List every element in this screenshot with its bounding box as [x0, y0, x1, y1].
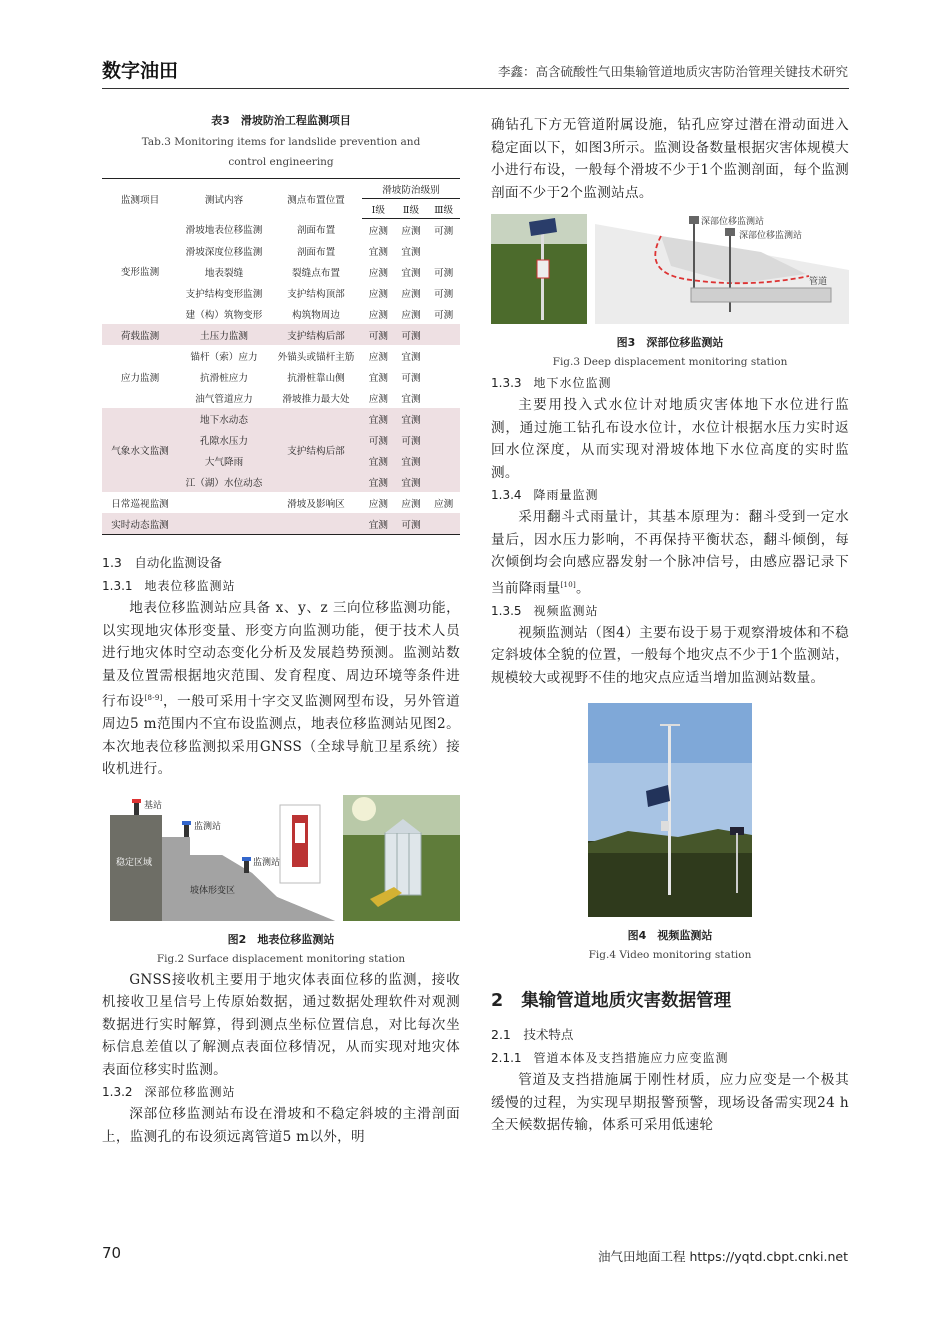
fig3-caption-en: Fig.3 Deep displacement monitoring station [552, 356, 788, 368]
table-cell: 宜测 [401, 351, 421, 363]
figure-2-graphic [102, 795, 460, 921]
table-caption-cn: 表3 滑坡防治工程监测项目 [211, 114, 351, 127]
table-cell: 应力监测 [120, 372, 160, 384]
table-cell [427, 513, 460, 535]
figure-3-graphic [491, 214, 849, 324]
table-cell [178, 513, 270, 535]
section-heading-2 [491, 985, 849, 1017]
col-header-level: 滑坡防治级别 [362, 179, 460, 199]
station1-pole [184, 823, 189, 837]
table-cell [427, 471, 460, 492]
table-cell: 支护结构变形监测 [185, 288, 263, 300]
table-cell: 宜测 [368, 246, 388, 258]
figure-2 [102, 795, 460, 921]
table-cell: 宜测 [401, 393, 421, 405]
table-cell: 支护结构后部 [270, 408, 362, 492]
table-cell: 油气管道应力 [195, 393, 253, 405]
table-cell: 应测 [401, 288, 421, 300]
label-station-a: 深部位移监测站 [701, 217, 765, 227]
footer-journal [598, 1247, 848, 1265]
station2-pole [244, 859, 249, 873]
photo-box [537, 260, 549, 278]
footer-url[interactable]: https://yqtd.cbpt.cnki.net [689, 1249, 848, 1264]
fig2-caption-en: Fig.2 Surface displacement monitoring station [156, 952, 406, 965]
paragraph-text: 采用翻斗式雨量计，其基本原理为：翻斗受到一定水量后，因水压力影响，不再保持平衡状态，翻斗倾倒，每次倾倒均会向感应器发射一个脉冲信号，由感应器记录下当前降雨量 [491, 509, 849, 597]
table-cell: 日常巡视监测 [111, 498, 169, 510]
article-running-title: 李鑫：高含硫酸性气田集输管道地质灾害防治管理关键技术研究 [497, 64, 848, 79]
section-heading-2-1 [491, 1023, 849, 1047]
table-cell: 可测 [362, 429, 395, 450]
table-cell: 可测 [434, 267, 454, 279]
base-station-head [132, 799, 141, 803]
section-number: 1.3 [102, 555, 122, 570]
table-cell: 荷载监测 [102, 324, 178, 345]
table-cell: 宜测 [362, 408, 395, 429]
fig4-caption-cn: 图4 视频监测站 [627, 929, 713, 943]
table-cell: 孔隙水压力 [178, 429, 270, 450]
table-cell: 宜测 [362, 513, 395, 535]
table-cell: 气象水文监测 [102, 408, 178, 492]
table-cell: 建（构）筑物变形 [185, 309, 263, 321]
section-heading-1-3-1 [102, 575, 460, 597]
col-header-level1: Ⅰ级 [362, 199, 395, 219]
table-cell [427, 345, 460, 366]
table-cell: 抗滑桩靠山侧 [287, 372, 345, 384]
table-cell: 可测 [434, 309, 454, 321]
photo-pole [668, 725, 671, 895]
table-caption-en-line1: Tab.3 Monitoring items for landslide prevention and [141, 136, 421, 148]
table-cell: 宜测 [362, 450, 395, 471]
label-station-2: 监测站 [253, 857, 281, 868]
figure-4-graphic [588, 703, 752, 917]
table-cell: 滑坡地表位移监测 [185, 225, 263, 237]
section-title: 地表位移监测站 [144, 579, 236, 593]
header-rule [102, 88, 849, 89]
table-cell: 可测 [362, 324, 395, 345]
table-cell [427, 450, 460, 471]
section-number: 1.3.1 [102, 579, 133, 593]
paragraph-rainfall [491, 506, 849, 600]
table-cell: 外锚头或锚杆主筋 [277, 351, 355, 363]
photo-camera [661, 821, 669, 831]
table-cell: 抗滑桩应力 [200, 372, 248, 384]
table-row [102, 408, 460, 429]
table-cell: 宜测 [395, 408, 428, 429]
section-title: 管道本体及支挡措施应力应变监测 [533, 1051, 729, 1066]
section-number: 2.1 [491, 1027, 511, 1043]
col-header-position: 测点布置位置 [270, 179, 362, 219]
paragraph-text: ，一般可采用十字交叉监测网型布设，另外管道周边5 m范围内不宜布设监测点，地表位移监测站见图2。本次地表位移监测拟采用GNSS（全球导航卫星系统）接收机进行。 [102, 693, 460, 778]
table-row [102, 324, 460, 345]
table-cell [427, 240, 460, 261]
table-cell: 可测 [434, 288, 454, 300]
section-heading-1-3-5 [491, 600, 849, 622]
table-cell: 可测 [395, 429, 428, 450]
section-title: 深部位移监测站 [144, 1085, 236, 1100]
photo-sun [352, 797, 376, 821]
table-caption-en-line2: control engineering [228, 156, 334, 168]
paragraph-groundwater: 主要用投入式水位计对地质灾害体地下水位进行监测，通过施工钻孔布设水位计，水位计根据水压力实时返回水位深度，从而实现对滑坡体地下水位高度的实时监测。 [491, 397, 849, 481]
table-cell: 宜测 [401, 246, 421, 258]
right-column [491, 112, 849, 1137]
section-title: 地下水位监测 [533, 376, 612, 390]
section-title: 视频监测站 [533, 603, 599, 618]
table-cell: 江（湖）水位动态 [178, 471, 270, 492]
label-station-1: 监测站 [194, 821, 222, 832]
table-cell: 应测 [401, 309, 421, 321]
col-header-level3: Ⅲ级 [427, 199, 460, 219]
footer-journal-name: 油气田地面工程 [597, 1249, 686, 1264]
section-number: 1.3.3 [491, 376, 522, 390]
col-header-level2: Ⅱ级 [395, 199, 428, 219]
section-title: 集输管道地质灾害数据管理 [521, 991, 732, 1012]
table-cell: 宜测 [401, 267, 421, 279]
figure-3 [491, 214, 849, 324]
section-heading-1-3-2 [102, 1081, 460, 1103]
paragraph-gnss: GNSS接收机主要用于地灾体表面位移的监测，接收机接收卫星信号上传原始数据，通过数据处理软件对观测数据进行实时解算，得到测点坐标位置信息，对比每次坐标信息差值以了解测点表面位移情况，从而实现对地灾体表面位移实时监测。 [102, 971, 460, 1078]
table-cell [270, 513, 362, 535]
section-heading-2-1-1 [491, 1047, 849, 1069]
station-b [725, 228, 735, 236]
table-cell: 应测 [368, 309, 388, 321]
table-cell: 地下水动态 [178, 408, 270, 429]
table-cell: 土压力监测 [178, 324, 270, 345]
section-number: 1.3.2 [102, 1085, 133, 1100]
table-cell [427, 408, 460, 429]
table-cell [427, 366, 460, 387]
section-number: 1.3.4 [491, 488, 522, 502]
table-row [102, 219, 460, 241]
col-header-content: 测试内容 [178, 179, 270, 219]
table-cell: 裂缝点布置 [292, 267, 340, 279]
page-number: 70 [102, 1244, 122, 1262]
section-number: 2 [491, 991, 504, 1012]
table-cell: 应测 [434, 498, 454, 510]
station2-head [242, 857, 251, 861]
table-cell: 应测 [368, 267, 388, 279]
paragraph-stress-strain: 管道及支挡措施属于刚性材质，应力应变是一个极其缓慢的过程，为实现早期报警预警，现场设备需实现24 h全天候数据传输，体系可采用低速轮 [491, 1072, 849, 1134]
table-cell: 应测 [368, 288, 388, 300]
table-cell: 应测 [401, 225, 421, 237]
table-cell: 构筑物周边 [292, 309, 340, 321]
table-cell: 实时动态监测 [102, 513, 178, 535]
col-header-item: 监测项目 [102, 179, 178, 219]
figure-4 [588, 703, 752, 917]
device-panel [295, 823, 305, 843]
monitoring-items-table [102, 178, 460, 535]
section-heading-1-3-3 [491, 372, 849, 394]
citation: [8-9] [144, 694, 163, 702]
photo-enclosure [385, 833, 421, 895]
citation: [10] [560, 580, 577, 589]
table-cell: 宜测 [362, 471, 395, 492]
table-cell [427, 387, 460, 408]
section-number: 1.3.5 [491, 603, 522, 618]
table-cell: 应测 [368, 498, 388, 510]
fig3-caption-cn: 图3 深部位移监测站 [616, 336, 724, 349]
base-station-pole [134, 801, 139, 815]
label-deform: 坡体形变区 [190, 885, 236, 896]
table-row [102, 345, 460, 366]
paragraph-surface-monitoring [102, 597, 460, 781]
table-cell [427, 324, 460, 345]
table-cell: 支护结构顶部 [287, 288, 345, 300]
table-cell: 剖面布置 [296, 246, 336, 258]
section-title: 技术特点 [523, 1027, 574, 1043]
table-cell: 宜测 [395, 450, 428, 471]
table-cell: 地表裂缝 [204, 267, 244, 279]
paragraph-video: 视频监测站（图4）主要布设于易于观察滑坡体和不稳定斜坡体全貌的位置，一般每个地灾点不少于1个监测站，规模较大或视野不佳的地灾点应适当增加监测站数量。 [491, 624, 849, 686]
stable-zone [110, 815, 162, 921]
table-row [102, 513, 460, 535]
table-cell: 可测 [434, 225, 454, 237]
table-cell: 应测 [368, 393, 388, 405]
table-cell: 滑坡及影响区 [287, 498, 345, 510]
table-cell: 应测 [368, 351, 388, 363]
section-title: 自动化监测设备 [134, 555, 222, 570]
table-cell [178, 492, 270, 513]
table-cell: 滑坡推力最大处 [282, 393, 350, 405]
section-title: 降雨量监测 [533, 488, 599, 502]
journal-name: 数字油田 [102, 60, 179, 82]
section-heading-1-3 [102, 551, 460, 575]
fig2-caption-cn: 图2 地表位移监测站 [227, 932, 335, 946]
table-cell: 变形监测 [120, 267, 160, 279]
table-cell: 锚杆（索）应力 [190, 351, 258, 363]
label-stable: 稳定区域 [116, 857, 153, 868]
table-cell: 支护结构后部 [270, 324, 362, 345]
fig4-caption-en: Fig.4 Video monitoring station [588, 949, 752, 962]
section-number: 2.1.1 [491, 1051, 522, 1066]
table-cell: 应测 [368, 225, 388, 237]
label-pipe: 管道 [809, 277, 828, 287]
label-station-b: 深部位移监测站 [739, 231, 803, 241]
table-cell: 剖面布置 [296, 225, 336, 237]
paragraph-deep-monitoring-cont: 确钻孔下方无管道附属设施，钻孔应穿过潜在滑动面进入稳定面以下，如图3所示。监测设备数量根据灾害体规模大小进行布设，一般每个滑坡不少于1个监测剖面，每个监测剖面不少于2个监测站点。 [491, 117, 849, 201]
table-cell: 可测 [395, 324, 428, 345]
table-cell: 应测 [401, 498, 421, 510]
table-cell: 宜测 [368, 372, 388, 384]
paragraph-text: 。 [576, 580, 590, 597]
table-cell [427, 429, 460, 450]
table-cell: 宜测 [395, 471, 428, 492]
station1-head [182, 821, 191, 825]
station-a [689, 216, 699, 224]
photo-pole2 [736, 833, 738, 893]
label-base: 基站 [144, 800, 163, 811]
pipe [691, 288, 831, 302]
section-heading-1-3-4 [491, 484, 849, 506]
table-cell: 滑坡深度位移监测 [185, 246, 263, 258]
table-row [102, 492, 460, 513]
left-column [102, 112, 460, 1148]
table-cell: 可测 [395, 513, 428, 535]
paragraph-text: 地表位移监测站应具备 x、y、z 三向位移监测功能，以实现地灾体形变量、形变方向监测功能，便于技术人员进行地灾体时空动态变化分析及发展趋势预测。监测站数量及位置需根据地灾范围、发育程度、周边环境等条件进行布设 [102, 600, 460, 710]
table-cell: 可测 [401, 372, 421, 384]
paragraph-deep-monitoring: 深部位移监测站布设在滑坡和不稳定斜坡的主滑剖面上，监测孔的布设须远离管道5 m以外，明 [102, 1106, 460, 1145]
table-cell: 大气降雨 [178, 450, 270, 471]
